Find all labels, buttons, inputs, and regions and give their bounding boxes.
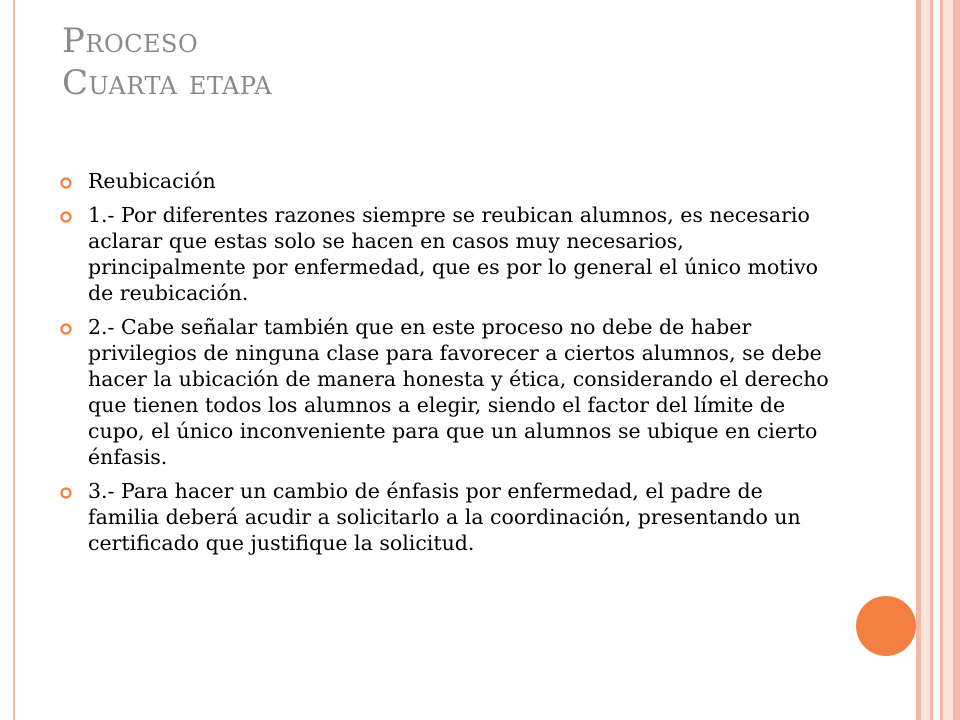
title-line-1: Proceso [62,21,199,61]
bullet-text: Reubicación [88,169,216,193]
circle-bullet-icon [60,323,72,335]
bullet-item [60,202,830,306]
bullet-list [60,168,830,564]
orange-circle-decoration [856,596,916,656]
circle-bullet-icon [60,177,72,189]
circle-bullet-icon [60,487,72,499]
slide-title [62,20,272,104]
bullet-item [60,314,830,470]
bullet-text: 1.- Por diferentes razones siempre se reubican alumnos, es necesario aclarar que estas solo se hacen en casos muy necesarios, principalmente por enfermedad, que es por lo general el único motivo de reubicación. [88,203,819,305]
bullet-item [60,168,830,194]
right-decor-stripe [953,0,960,720]
right-decor-stripe [943,0,953,720]
bullet-item [60,478,830,556]
bullet-text: 3.- Para hacer un cambio de énfasis por enfermedad, el padre de familia deberá acudir a solicitarlo a la coordinación, presentando un certificado que justifique la solicitud. [88,479,801,555]
bullet-text: 2.- Cabe señalar también que en este proceso no debe de haber privilegios de ninguna clase para favorecer a ciertos alumnos, se debe hacer la ubicación de manera honesta y ética, considerando el derecho que tienen todos los alumnos a elegir, siendo el factor del límite de cupo, el único inconveniente para que un alumnos se ubique en cierto énfasis. [88,315,829,469]
title-line-2: Cuarta etapa [62,63,273,103]
right-decor-stripe [933,0,940,720]
left-border-line [13,0,15,720]
circle-bullet-icon [60,211,72,223]
right-decor-stripe [921,0,930,720]
